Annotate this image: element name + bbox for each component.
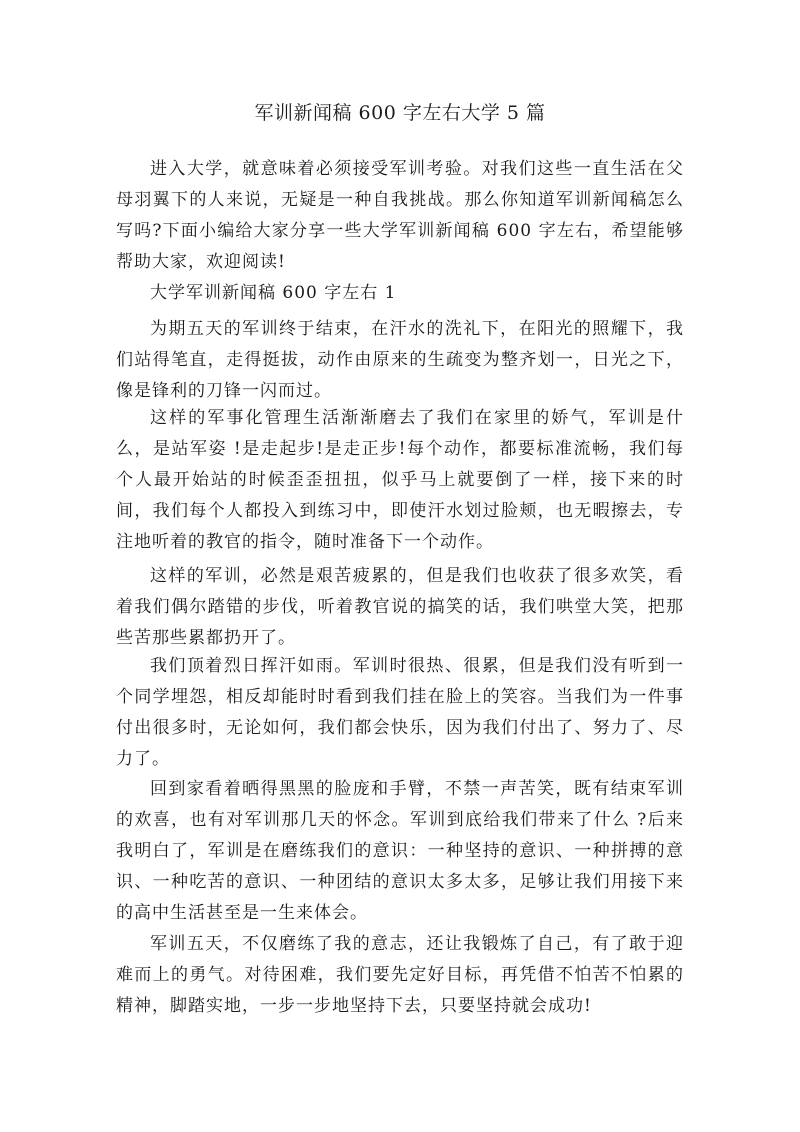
body-paragraph-3: 这样的军训，必然是艰苦疲累的，但是我们也收获了很多欢笑，看着我们偶尔踏错的步伐，听着教官说的搞笑的话，我们哄堂大笑，把那些苦那些累都扔开了。 bbox=[116, 566, 684, 648]
document-title: 军训新闻稿 600 字左右大学 5 篇 bbox=[254, 102, 546, 124]
body-paragraph-1: 为期五天的军训终于结束，在汗水的洗礼下，在阳光的照耀下，我们站得笔直，走得挺拔，动作由原来的生疏变为整齐划一，日光之下，像是锋利的刀锋一闪而过。 bbox=[116, 319, 684, 401]
intro-paragraph: 进入大学，就意味着必须接受军训考验。对我们这些一直生活在父母羽翼下的人来说，无疑是一种自我挑战。那么你知道军训新闻稿怎么写吗?下面小编给大家分享一些大学军训新闻稿 600 字左右，希望能够帮助大家，欢迎阅读! bbox=[116, 159, 684, 272]
body-paragraph-4: 我们顶着烈日挥汗如雨。军训时很热、很累，但是我们没有听到一个同学埋怨，相反却能时时看到我们挂在脸上的笑容。当我们为一件事付出很多时，无论如何，我们都会快乐，因为我们付出了、努力了、尽力了。 bbox=[116, 656, 684, 769]
section-subtitle: 大学军训新闻稿 600 字左右 1 bbox=[150, 283, 397, 303]
body-paragraph-2: 这样的军事化管理生活渐渐磨去了我们在家里的娇气，军训是什么，是站军姿 !是走起步!是走正步!每个动作，都要标准流畅，我们每个人最开始站的时候歪歪扭扭，似乎马上就要倒了一样，接下来的时间，我们每个人都投入到练习中，即使汗水划过脸颊，也无暇擦去，专注地听着的教官的指令，随时准备下一个动作。 bbox=[116, 408, 684, 552]
body-paragraph-5: 回到家看着晒得黑黑的脸庞和手臂，不禁一声苦笑，既有结束军训的欢喜，也有对军训那几天的怀念。军训到底给我们带来了什么 ?后来我明白了，军训是在磨练我们的意识：一种坚持的意识、一种拼搏的意识、一种吃苦的意识、一种团结的意识太多太多，足够让我们用接下来的高中生活甚至是一生来体会。 bbox=[116, 779, 684, 923]
body-paragraph-6: 军训五天，不仅磨练了我的意志，还让我锻炼了自己，有了敢于迎难而上的勇气。对待困难，我们要先定好目标，再凭借不怕苦不怕累的精神，脚踏实地，一步一步地坚持下去，只要坚持就会成功! bbox=[116, 934, 684, 1016]
